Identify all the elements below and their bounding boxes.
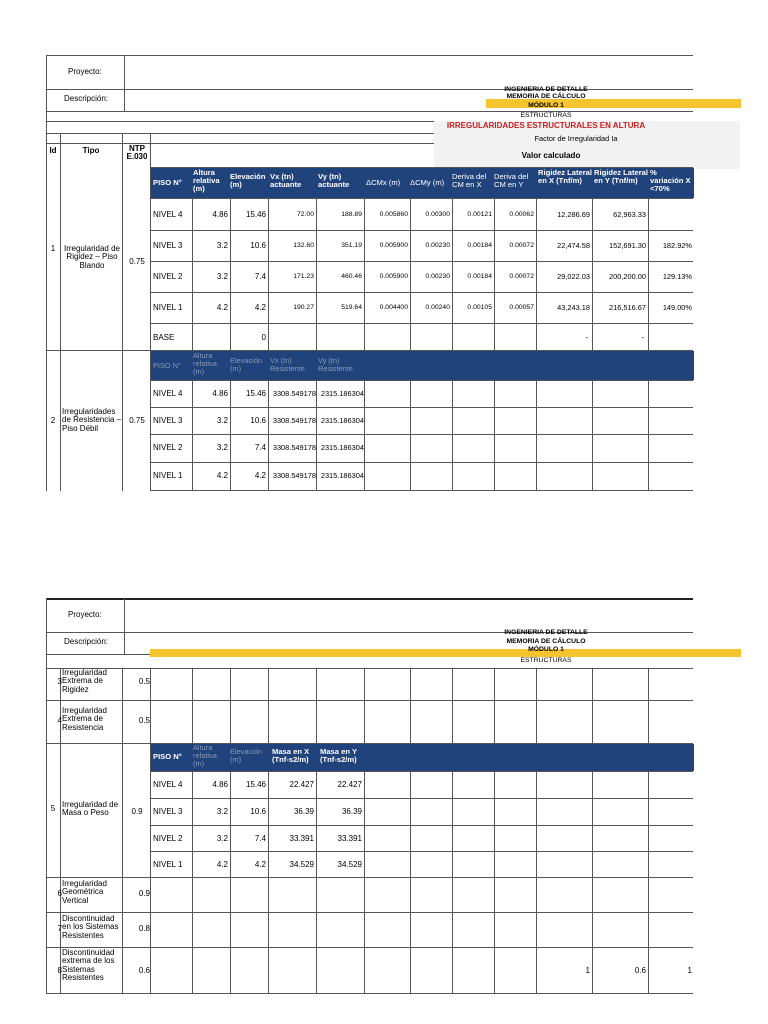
irr7-id: 7: [57, 924, 62, 933]
irr1-row-piso: NIVEL 4: [153, 210, 183, 219]
irr1-base-elev: 0: [261, 333, 266, 342]
irr5-row-masa-y: 34.529: [337, 860, 362, 869]
irr1-row-elevacion: 15.46: [245, 210, 266, 219]
irr1-h-dcmx: ΔCMx (m): [366, 178, 401, 187]
irr1-row-vy: 519.64: [341, 304, 362, 311]
irr4-id: 4: [57, 716, 62, 725]
irr7-ntp: 0.8: [138, 924, 150, 933]
irr4-tipo: Irregularidad Extrema de Resistencia: [62, 706, 107, 732]
irr8-id: 8: [57, 966, 62, 975]
irr2-row-vx: 3308.549178: [272, 443, 316, 452]
section-title: IRREGULARIDADES ESTRUCTURALES EN ALTURA: [446, 121, 646, 130]
irr1-row-dcmx: 0.005900: [379, 273, 408, 280]
irr1-row-elevacion: 4.2: [254, 303, 266, 312]
irr1-ntp: 0.75: [129, 257, 145, 266]
irr7-tipo: Discontinuidad en los Sistemas Resistentes: [62, 914, 119, 940]
irr1-h-altura: Altura relativa (m): [193, 168, 220, 193]
irr1-base-kx: -: [585, 333, 588, 342]
irr1-row-piso: NIVEL 2: [153, 272, 183, 281]
irr1-row-vy: 188.89: [341, 211, 362, 218]
irr1-h-vy: Vy (tn) actuante: [318, 172, 350, 189]
proyecto-label-2: Proyecto:: [68, 610, 102, 619]
irr1-row-altura: 4.86: [212, 210, 228, 219]
irr1-row-dcmy: 0.00240: [425, 304, 450, 311]
irr1-row-rigidez-y: 200,200.00: [609, 272, 646, 281]
irr2-row-vx: 3308.549178: [272, 416, 316, 425]
irr1-row-variacion: 182.92%: [662, 241, 692, 250]
header2-line-1: INGENIERIA DE DETALLE: [504, 629, 588, 636]
irr1-row-vx: 190.27: [293, 304, 314, 311]
irr2-tipo: Irregularidades de Resistencia – Piso Débil: [62, 407, 122, 433]
irr1-row-rigidez-y: 152,691.30: [609, 241, 646, 250]
irr5-row-masa-y: 36.39: [341, 807, 362, 816]
irr1-h-deriva-x: Deriva del CM en X: [452, 172, 487, 189]
irr1-row-altura: 3.2: [216, 272, 228, 281]
irr1-row-deriva-x: 0.00121: [467, 211, 492, 218]
irr5-row-piso: NIVEL 4: [153, 780, 183, 789]
irr1-row-rigidez-x: 43,243.18: [557, 303, 590, 312]
irr5-h-elevacion: Elevación (m): [230, 747, 263, 764]
irr5-row-elevacion: 15.46: [245, 780, 266, 789]
irr1-row-dcmx: 0.005860: [379, 211, 408, 218]
irr5-id: 5: [50, 804, 56, 813]
irr6-id: 6: [57, 889, 62, 898]
irr5-row-altura: 3.2: [216, 807, 228, 816]
irr1-row-piso: NIVEL 3: [153, 241, 183, 250]
irr1-row-deriva-y: 0.00072: [509, 273, 534, 280]
irr1-row-altura: 4.2: [216, 303, 228, 312]
description-highlight-2: [150, 649, 741, 657]
factor-label: Factor de Irregularidad Ia: [534, 134, 618, 143]
irr2-h-piso: PISO N°: [153, 361, 182, 370]
irr3-tipo: Irregularidad Extrema de Rigidez: [62, 668, 107, 694]
irr1-row-deriva-y: 0.00057: [509, 304, 534, 311]
irr5-row-masa-x: 33.391: [289, 834, 314, 843]
irr2-h-vy: Vy (tn) Resistente: [318, 356, 353, 373]
irr1-row-deriva-x: 0.00184: [467, 242, 492, 249]
irr5-row-altura: 4.2: [216, 860, 228, 869]
irr2-row-piso: NIVEL 1: [153, 471, 183, 480]
irr2-row-elevacion: 15.46: [245, 389, 266, 398]
irr8-value-3: 1: [687, 966, 692, 975]
irr2-row-altura: 4.86: [212, 389, 228, 398]
irr1-row-deriva-x: 0.00184: [467, 273, 492, 280]
irr3-id: 3: [57, 677, 62, 686]
irr1-row-dcmy: 0.00230: [425, 242, 450, 249]
irr1-row-rigidez-x: 29,022.03: [557, 272, 590, 281]
irr5-tipo: Irregularidad de Masa o Peso: [62, 800, 119, 818]
irr1-row-dcmy: 0.00230: [425, 273, 450, 280]
sheet-page-1: [46, 55, 693, 491]
irr1-base-piso: BASE: [153, 333, 175, 342]
irr2-row-piso: NIVEL 3: [153, 416, 183, 425]
irr1-row-rigidez-x: 12,286.69: [557, 210, 590, 219]
irr8-value-1: 1: [585, 966, 590, 975]
irr5-h-masa-x: Masa en X (Tnf-s2/m): [272, 747, 310, 764]
irr5-row-elevacion: 10.6: [250, 807, 266, 816]
irr2-row-altura: 3.2: [216, 443, 228, 452]
irr1-h-rigidez-y: Rigidez Lateral en Y (Tnf/m): [594, 168, 649, 185]
header-line-4: ESTRUCTURAS: [520, 112, 572, 119]
irr1-h-piso: PISO N°: [153, 178, 182, 187]
irr1-row-variacion: 149.00%: [662, 303, 692, 312]
irr2-h-vx: Vx (tn) Resistente: [270, 356, 305, 373]
irr5-row-elevacion: 7.4: [254, 834, 266, 843]
irr1-row-deriva-y: 0.00062: [509, 211, 534, 218]
irr8-tipo: Discontinuidad extrema de los Sistemas Resistentes: [62, 948, 115, 983]
irr2-ntp: 0.75: [129, 416, 145, 425]
header-line-3: MÓDULO 1: [528, 102, 564, 109]
header2-line-4: ESTRUCTURAS: [520, 657, 572, 664]
irr1-h-variacion: % variación X <70%: [650, 168, 691, 193]
irr1-h-vx: Vx (tn) actuante: [270, 172, 302, 189]
header2-line-3: MÓDULO 1: [528, 646, 564, 653]
irr5-row-piso: NIVEL 1: [153, 860, 183, 869]
col-header-tipo: Tipo: [82, 146, 100, 155]
irr1-row-elevacion: 10.6: [250, 241, 266, 250]
header2-line-2: MEMORIA DE CÁLCULO: [506, 638, 586, 645]
irr2-id: 2: [50, 416, 56, 425]
irr2-row-piso: NIVEL 2: [153, 443, 183, 452]
irr1-h-dcmy: ΔCMy (m): [410, 178, 445, 187]
irr1-row-piso: NIVEL 1: [153, 303, 183, 312]
proyecto-label: Proyecto:: [68, 67, 102, 76]
irr2-row-vy: 2315.186304: [320, 443, 364, 452]
irr1-row-vy: 351.19: [341, 242, 362, 249]
irr1-row-dcmx: 0.005900: [379, 242, 408, 249]
irr1-row-rigidez-y: 216,516.67: [609, 303, 646, 312]
irr1-row-rigidez-x: 22,474.58: [557, 241, 590, 250]
irr1-row-rigidez-y: 62,963.33: [613, 210, 646, 219]
irr5-row-masa-y: 33.391: [337, 834, 362, 843]
irr1-h-rigidez-x: Rigidez Lateral en X (Tnf/m): [538, 168, 593, 185]
irr2-row-vy: 2315.186304: [320, 471, 364, 480]
irr1-row-variacion: 129.13%: [662, 272, 692, 281]
irr2-row-vx: 3308.549178: [272, 389, 316, 398]
irr5-row-elevacion: 4.2: [254, 860, 266, 869]
irr1-base-ky: -: [641, 333, 644, 342]
irr1-row-vy: 460.46: [341, 273, 362, 280]
irr5-row-masa-x: 34.529: [289, 860, 314, 869]
col-header-ntp: NTP E.030: [126, 144, 148, 162]
irr2-row-vy: 2315.186304: [320, 416, 364, 425]
irr4-ntp: 0.5: [138, 716, 150, 725]
irr5-row-piso: NIVEL 3: [153, 807, 183, 816]
header-line-2: MEMORIA DE CÁLCULO: [506, 93, 586, 100]
irr1-h-deriva-y: Deriva del CM en Y: [494, 172, 529, 189]
col-header-valor: Valor calculado: [521, 151, 581, 160]
irr6-ntp: 0.9: [138, 889, 150, 898]
col-header-id: Id: [49, 146, 57, 155]
irr2-row-altura: 3.2: [216, 416, 228, 425]
descripcion-label-2: Descripción:: [64, 637, 109, 646]
irr2-row-altura: 4.2: [216, 471, 228, 480]
irr2-row-piso: NIVEL 4: [153, 389, 183, 398]
irr1-row-vx: 72.00: [296, 211, 314, 218]
irr2-row-elevacion: 10.6: [250, 416, 266, 425]
irr2-h-elevacion: Elevación (m): [230, 356, 263, 373]
irr1-row-deriva-y: 0.00072: [509, 242, 534, 249]
irr2-row-elevacion: 7.4: [254, 443, 266, 452]
irr1-h-elevacion: Elevación (m): [230, 172, 266, 189]
irr5-row-piso: NIVEL 2: [153, 834, 183, 843]
irr3-ntp: 0.5: [138, 677, 150, 686]
irr5-row-masa-y: 22.427: [337, 780, 362, 789]
irr1-row-elevacion: 7.4: [254, 272, 266, 281]
irr8-ntp: 0.6: [138, 966, 150, 975]
irr5-h-altura: Altura relativa (m): [193, 743, 217, 768]
irr8-value-2: 0.6: [634, 966, 646, 975]
irr1-row-altura: 3.2: [216, 241, 228, 250]
irr1-row-dcmy: 0.00300: [425, 211, 450, 218]
irr2-h-altura: Altura relativa (m): [193, 351, 217, 376]
irr1-row-deriva-x: 0.00105: [467, 304, 492, 311]
irr5-ntp: 0.9: [131, 807, 143, 816]
irr1-id: 1: [50, 244, 56, 253]
descripcion-label: Descripción:: [64, 94, 109, 103]
irr5-h-piso: PISO N°: [153, 752, 182, 761]
sheet-page-2: [46, 598, 693, 994]
irr1-row-vx: 171.23: [293, 273, 314, 280]
irr1-row-dcmx: 0.004400: [379, 304, 408, 311]
irr2-row-elevacion: 4.2: [254, 471, 266, 480]
irr2-row-vx: 3308.549178: [272, 471, 316, 480]
header-line-1: INGENIERIA DE DETALLE: [504, 86, 588, 93]
irr5-row-masa-x: 22.427: [289, 780, 314, 789]
irr5-row-masa-x: 36.39: [293, 807, 314, 816]
irr5-h-masa-y: Masa en Y (Tnf-s2/m): [320, 747, 357, 764]
irr5-row-altura: 3.2: [216, 834, 228, 843]
irr1-tipo: Irregularidad de Rigidez – Piso Blando: [63, 244, 121, 270]
irr1-row-vx: 132.60: [293, 242, 314, 249]
irr5-row-altura: 4.86: [212, 780, 228, 789]
irr6-tipo: Irregularidad Geométrica Vertical: [62, 879, 107, 905]
irr2-row-vy: 2315.186304: [320, 389, 364, 398]
